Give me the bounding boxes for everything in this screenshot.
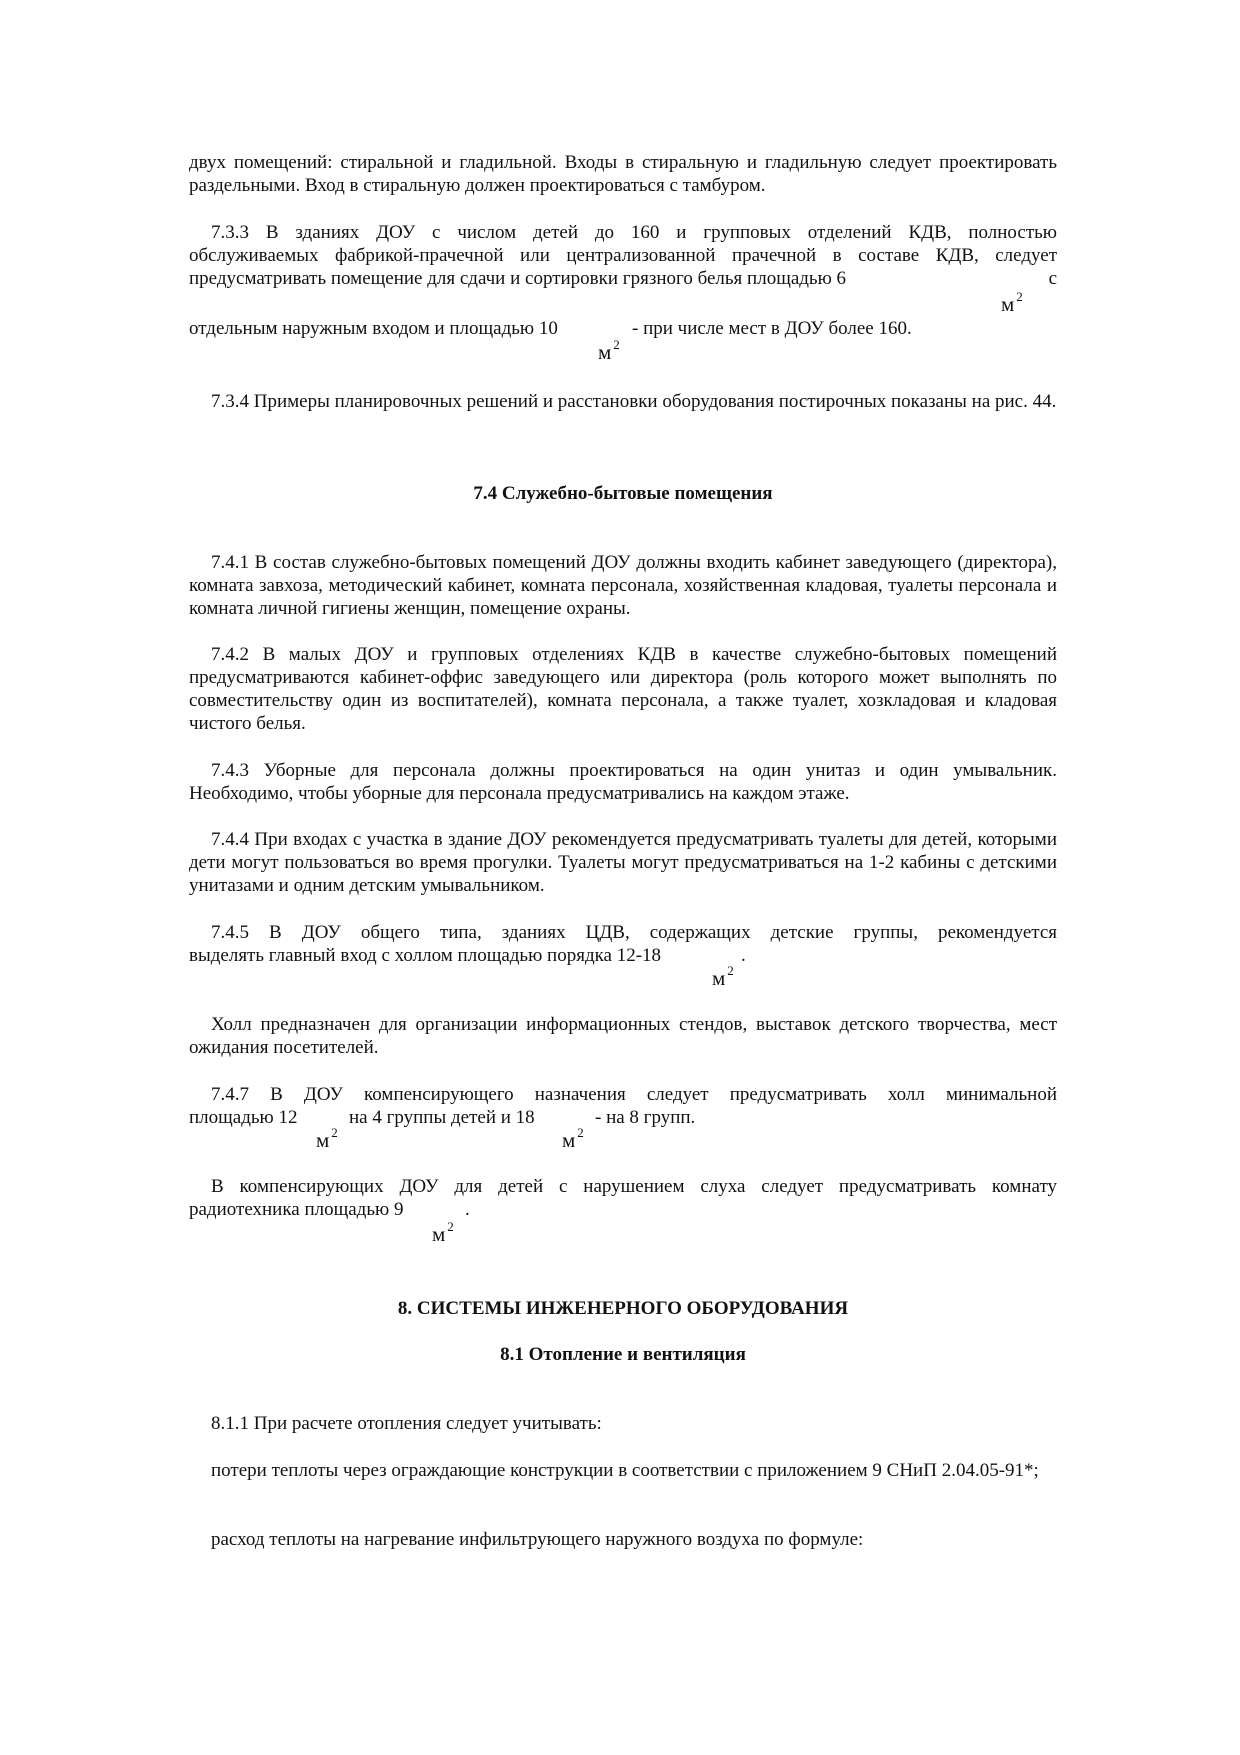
paragraph-hall-purpose: Холл предназначен для организации информационных стендов, выставок детского творчества, мест ожидания посетителей. — [189, 1014, 1057, 1058]
paragraph-7-4-7-line-2-part-1: площадью 12 — [189, 1107, 298, 1128]
unit-exponent: 2 — [577, 1125, 584, 1140]
unit-square-meter — [712, 963, 734, 991]
paragraph-7-4-2: 7.4.2 В малых ДОУ и групповых отделениях КДВ в качестве служебно-бытовых помещений предусматриваются кабинет-оффис заведующего или директора (роль которого может выполнять по совместительству один из воспитателей), комната персонала, а также туалет, хозкладовая и кладовая чистого белья. — [189, 644, 1057, 734]
paragraph-heat-loss: потери теплоты через ограждающие конструкции в соответствии с приложением 9 СНиП 2.04.05-91*; — [211, 1460, 1039, 1481]
unit-exponent: 2 — [1016, 289, 1023, 304]
unit-exponent: 2 — [447, 1219, 454, 1234]
paragraph-hearing-impaired-line-1: В компенсирующих ДОУ для детей с нарушением слуха следует предусматривать комнату — [211, 1176, 1057, 1197]
unit-base: м — [598, 340, 612, 364]
paragraph-7-4-4: 7.4.4 При входах с участка в здание ДОУ рекомендуется предусматривать туалеты для детей, которыми дети могут пользоваться во время прогулки. Туалеты могут предусматриваться на 1-2 кабины с детскими унитазами и одним детским умывальником. — [189, 829, 1057, 896]
paragraph-7-4-5-line-2 — [189, 944, 1057, 967]
unit-square-meter — [562, 1125, 584, 1153]
paragraph-7-4-7-line-2-part-3: - на 8 групп. — [595, 1107, 696, 1128]
paragraph-7-4-5-line-2-text: выделять главный вход с холлом площадью порядка 12-18 — [189, 945, 662, 966]
unit-base: м — [432, 1222, 446, 1246]
paragraph-7-4-7-line-2-part-2: на 4 группы детей и 18 — [349, 1107, 535, 1128]
paragraph-infiltration-heat: расход теплоты на нагревание инфильтрующего наружного воздуха по формуле: — [211, 1529, 864, 1550]
unit-exponent: 2 — [331, 1125, 338, 1140]
paragraph-7-4-3: 7.4.3 Уборные для персонала должны проектироваться на один унитаз и один умывальник. Необходимо, чтобы уборные для персонала предусматривались на каждом этаже. — [189, 760, 1057, 804]
paragraph-7-3-4: 7.3.4 Примеры планировочных решений и расстановки оборудования постирочных показаны на рис. 44. — [211, 391, 1057, 412]
paragraph-7-3-3-line-3-tail: с — [1048, 268, 1057, 289]
paragraph-7-3-3-line-4 — [189, 317, 1057, 340]
chapter-heading-8: 8. СИСТЕМЫ ИНЖЕНЕРНОГО ОБОРУДОВАНИЯ — [397, 1298, 849, 1319]
unit-base: м — [562, 1128, 576, 1152]
unit-exponent: 2 — [613, 337, 620, 352]
paragraph-7-3-3-line-3-text: предусматривать помещение для сдачи и сортировки грязного белья площадью 6 — [189, 268, 847, 289]
paragraph-7-4-5-line-1: 7.4.5 В ДОУ общего типа, зданиях ЦДВ, содержащих детские группы, рекомендуется — [211, 922, 1057, 943]
paragraph-7-4-7-line-2 — [189, 1106, 1057, 1129]
unit-exponent: 2 — [727, 963, 734, 978]
paragraph-7-3-3-line-4-tail: - при числе мест в ДОУ более 160. — [632, 318, 912, 339]
paragraph-laundry-entrances: двух помещений: стиральной и гладильной. Входы в стиральную и гладильную следует проектировать раздельными. Вход в стиральную должен проектироваться с тамбуром. — [189, 152, 1057, 196]
paragraph-hearing-impaired-line-2 — [189, 1198, 1057, 1221]
paragraph-7-3-3-line-1: 7.3.3 В зданиях ДОУ с числом детей до 160 и групповых отделений КДВ, полностью — [211, 222, 1057, 243]
paragraph-7-3-3-line-2: обслуживаемых фабрикой-прачечной или централизованной прачечной в составе КДВ, следует — [189, 245, 1057, 266]
paragraph-7-4-5 — [189, 921, 1057, 967]
section-heading-7-4: 7.4 Служебно-бытовые помещения — [473, 483, 773, 504]
paragraph-7-3-3-line-4-text: отдельным наружным входом и площадью 10 — [189, 318, 558, 339]
paragraph-8-1-1: 8.1.1 При расчете отопления следует учитывать: — [211, 1413, 602, 1434]
unit-base: м — [1001, 292, 1015, 316]
paragraph-hearing-impaired-line-2-text: радиотехника площадью 9 — [189, 1199, 404, 1220]
unit-square-meter — [598, 337, 620, 365]
paragraph-hearing-impaired-line-2-tail: . — [465, 1199, 470, 1220]
unit-square-meter — [432, 1219, 454, 1247]
unit-base: м — [712, 966, 726, 990]
section-heading-8-1: 8.1 Отопление и вентиляция — [500, 1344, 746, 1365]
unit-square-meter — [1001, 289, 1023, 317]
paragraph-7-4-1: 7.4.1 В состав служебно-бытовых помещений ДОУ должны входить кабинет заведующего (директора), комната завхоза, методический кабинет, комната персонала, хозяйственная кладовая, туалеты персонала и комната личной гигиены женщин, помещение охраны. — [189, 552, 1057, 619]
paragraph-hearing-impaired — [189, 1175, 1057, 1221]
paragraph-7-3-3-line-3 — [189, 267, 1057, 290]
paragraph-7-4-7 — [189, 1083, 1057, 1129]
unit-base: м — [316, 1128, 330, 1152]
unit-square-meter — [316, 1125, 338, 1153]
paragraph-7-4-7-line-1: 7.4.7 В ДОУ компенсирующего назначения следует предусматривать холл минимальной — [211, 1084, 1057, 1105]
paragraph-7-4-5-line-2-tail: . — [741, 945, 746, 966]
paragraph-7-3-3 — [189, 221, 1057, 290]
